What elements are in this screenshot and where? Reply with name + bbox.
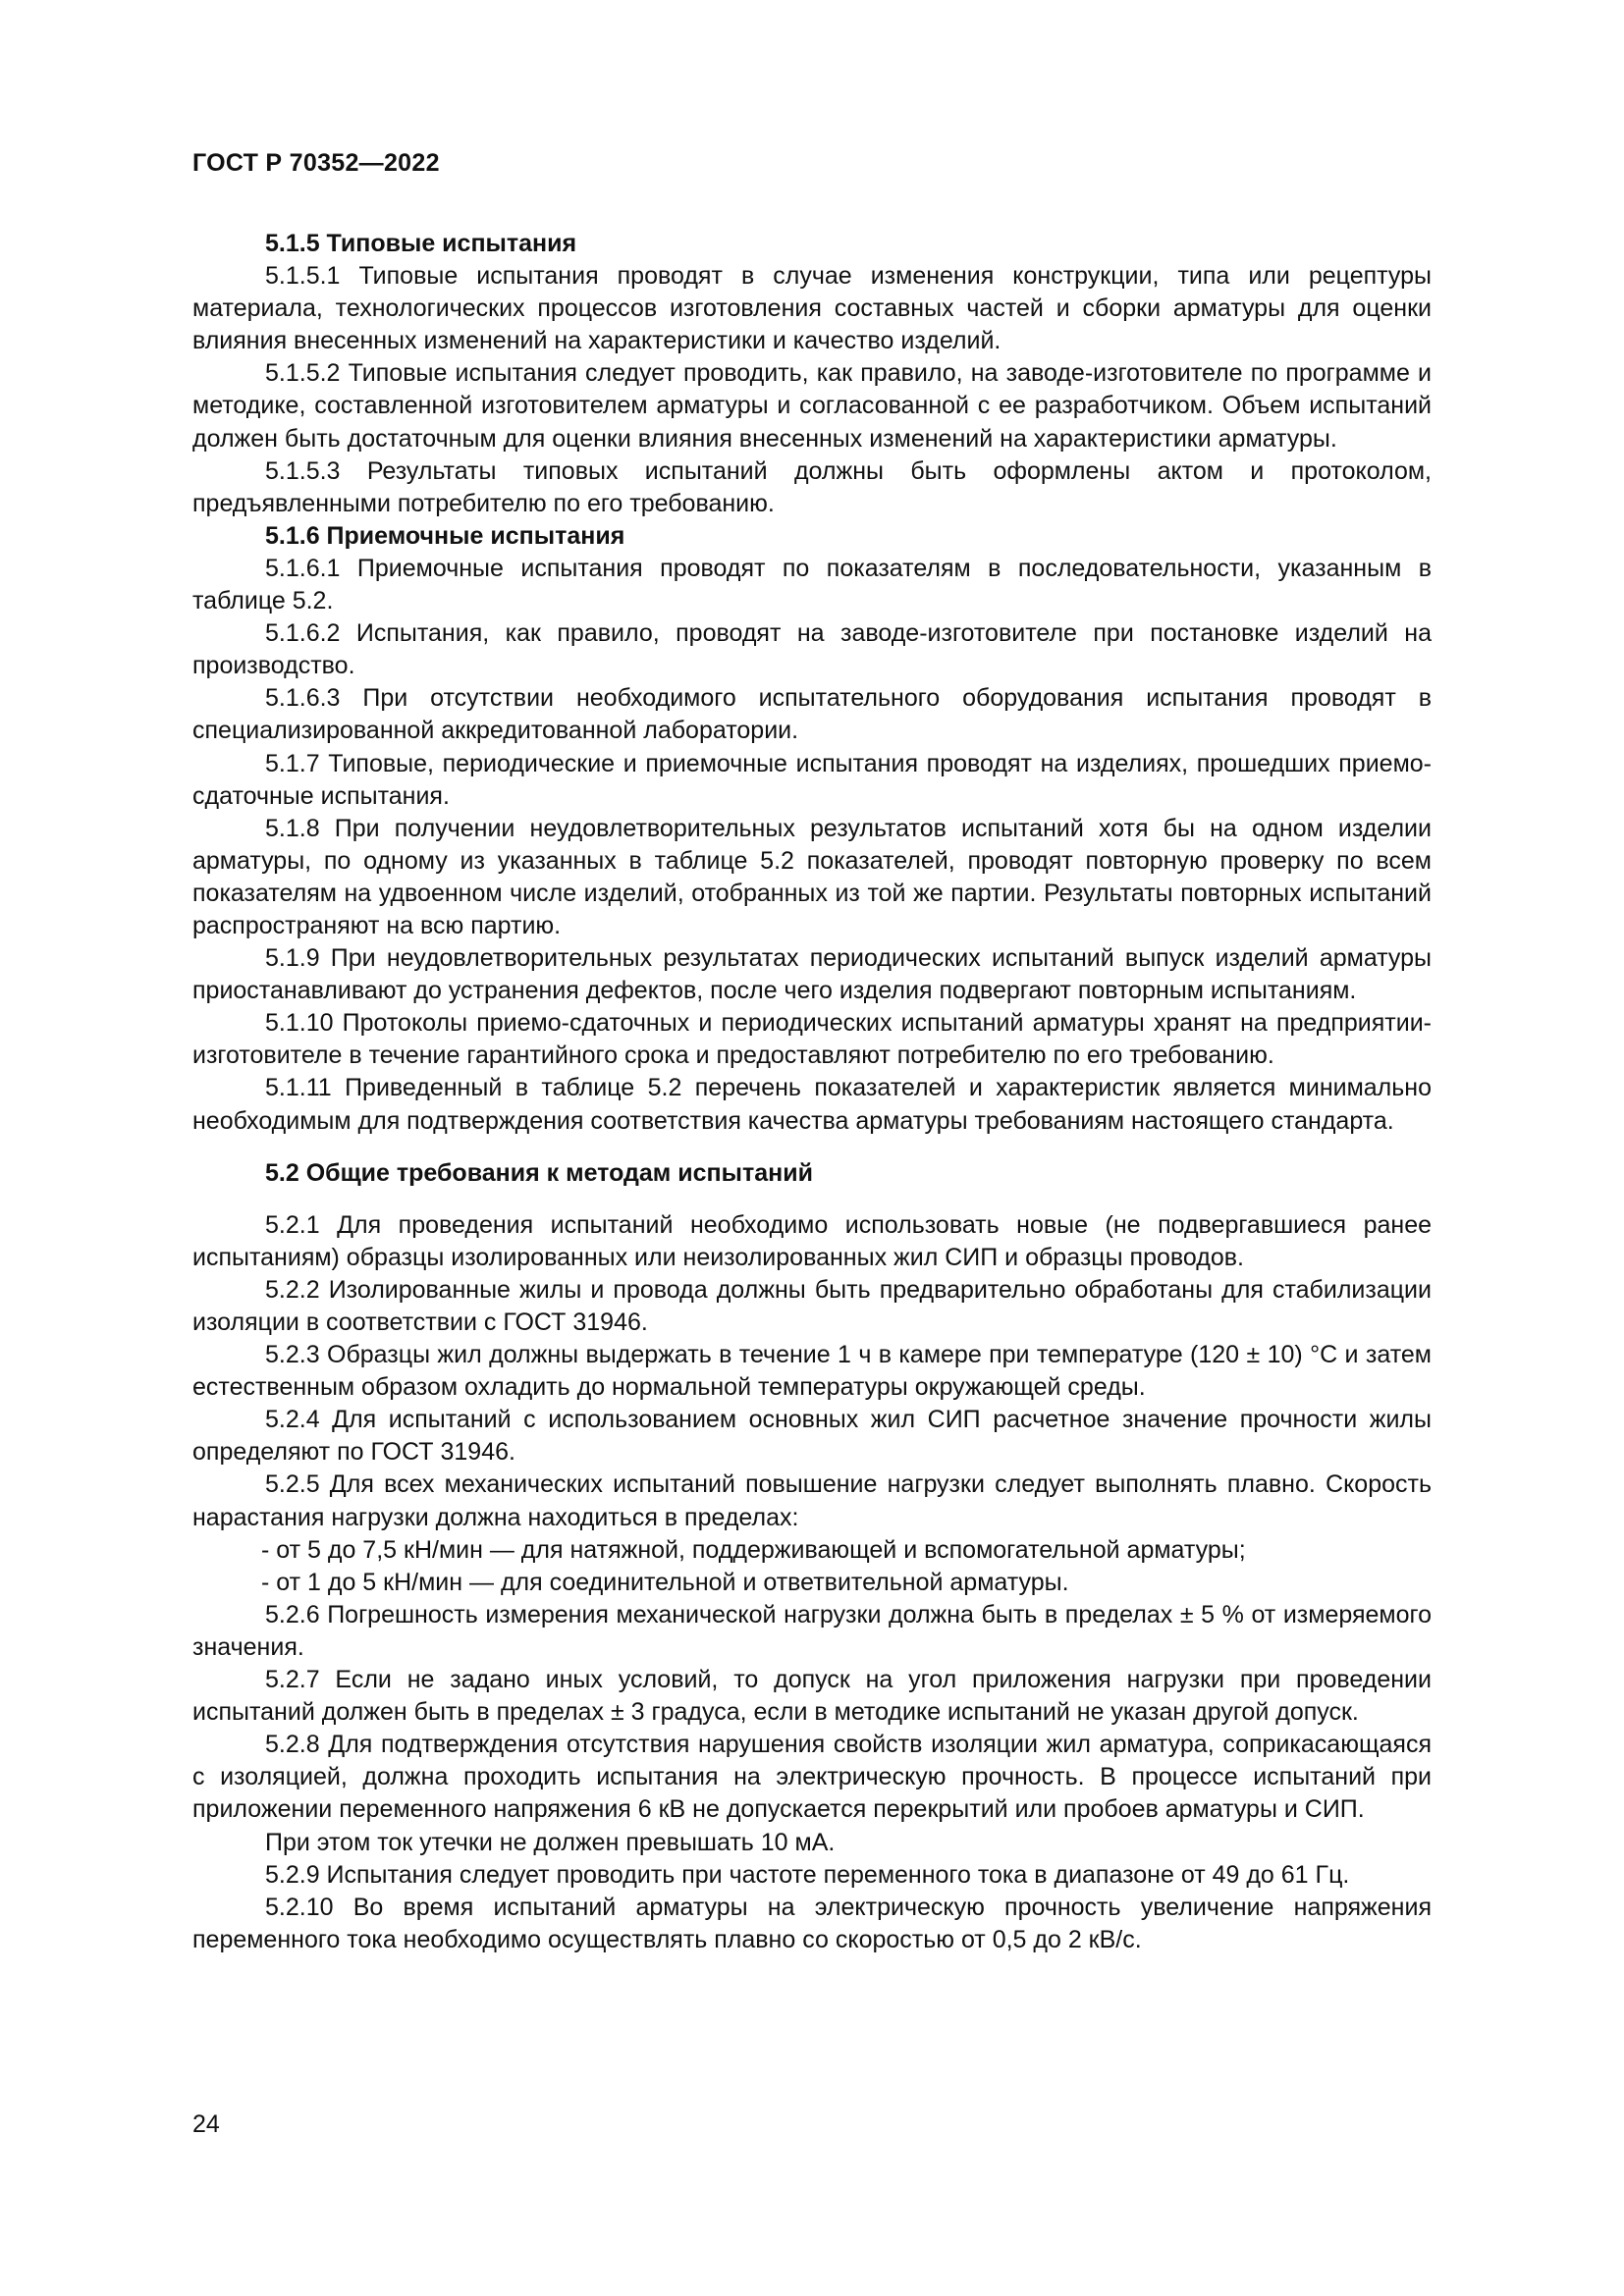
paragraph-5-2-3: 5.2.3 Образцы жил должны выдержать в течение 1 ч в камере при температуре (120 ± 10) °С и затем естественным образом охладить до нормальной температуры окружающей среды. <box>192 1341 1432 1402</box>
paragraph-5-2-10: 5.2.10 Во время испытаний арматуры на электрическую прочность увеличение напряжения переменного тока необходимо осуществлять плавно со скоростью от 0,5 до 2 кВ/с. <box>192 1893 1432 1953</box>
paragraph-5-1-6-2: 5.1.6.2 Испытания, как правило, проводят на заводе-изготовителе при постановке изделий на производство. <box>192 619 1432 680</box>
paragraph-5-2-5: 5.2.5 Для всех механических испытаний повышение нагрузки следует выполнять плавно. Скорость нарастания нагрузки должна находиться в пределах: <box>192 1470 1432 1531</box>
paragraph-5-1-7: 5.1.7 Типовые, периодические и приемочные испытания проводят на изделиях, прошедших приемо-сдаточные испытания. <box>192 749 1432 810</box>
paragraph-5-2-6: 5.2.6 Погрешность измерения механической нагрузки должна быть в пределах ± 5 % от измеряемого значения. <box>192 1600 1432 1661</box>
document-body <box>192 228 1432 1956</box>
paragraph-5-2-1: 5.2.1 Для проведения испытаний необходимо использовать новые (не подвергавшиеся ранее испытаниям) образцы изолированных или неизолированных жил СИП и образцы проводов. <box>192 1210 1432 1271</box>
list-item-dash: - от 5 до 7,5 кН/мин — для натяжной, поддерживающей и вспомогательной арматуры; <box>261 1535 1246 1564</box>
paragraph-leakage-current: При этом ток утечки не должен превышать 10 мА. <box>265 1828 836 1856</box>
section-heading-5-1-5: 5.1.5 Типовые испытания <box>265 230 577 257</box>
paragraph-5-2-8: 5.2.8 Для подтверждения отсутствия нарушения свойств изоляции жил арматура, соприкасающаяся с изоляцией, должна проходить испытания на электрическую прочность. В процессе испытаний при приложении переменного напряжения 6 кВ не допускается перекрытий или пробоев арматуры и СИП. <box>192 1731 1432 1824</box>
paragraph-5-2-2: 5.2.2 Изолированные жилы и провода должны быть предварительно обработаны для стабилизации изоляции в соответствии с ГОСТ 31946. <box>192 1275 1432 1336</box>
paragraph-5-1-10: 5.1.10 Протоколы приемо-сдаточных и периодических испытаний арматуры хранят на предприятии-изготовителе в течение гарантийного срока и предоставляют потребителю по его требованию. <box>192 1009 1432 1070</box>
page-number: 24 <box>192 2110 220 2138</box>
paragraph-5-2-9: 5.2.9 Испытания следует проводить при частоте переменного тока в диапазоне от 49 до 61 Гц. <box>265 1860 1350 1889</box>
paragraph-5-1-6-3: 5.1.6.3 При отсутствии необходимого испытательного оборудования испытания проводят в специализированной аккредитованной лаборатории. <box>192 684 1432 745</box>
paragraph-5-2-4: 5.2.4 Для испытаний с использованием основных жил СИП расчетное значение прочности жилы определяют по ГОСТ 31946. <box>192 1406 1432 1467</box>
paragraph-5-1-8: 5.1.8 При получении неудовлетворительных результатов испытаний хотя бы на одном изделии арматуры, по одному из указанных в таблице 5.2 показателей, проводят повторную проверку по всем показателям на удвоенном числе изделий, отобранных из той же партии. Результаты повторных испытаний распространяют на всю партию. <box>192 814 1432 939</box>
paragraph-5-1-9: 5.1.9 При неудовлетворительных результатах периодических испытаний выпуск изделий арматуры приостанавливают до устранения дефектов, после чего изделия подвергают повторным испытаниям. <box>192 944 1432 1005</box>
paragraph-5-1-11: 5.1.11 Приведенный в таблице 5.2 перечень показателей и характеристик является минимально необходимым для подтверждения соответствия качества арматуры требованиям настоящего стандарта. <box>192 1074 1432 1135</box>
paragraph-5-1-5-2: 5.1.5.2 Типовые испытания следует проводить, как правило, на заводе-изготовителе по программе и методике, составленной изготовителем арматуры и согласованной с ее разработчиком. Объем испытаний должен быть достаточным для оценки влияния внесенных изменений на характеристики арматуры. <box>192 359 1432 453</box>
section-heading-5-2: 5.2 Общие требования к методам испытаний <box>265 1158 813 1187</box>
document-code-header: ГОСТ Р 70352—2022 <box>192 149 440 177</box>
paragraph-5-2-7: 5.2.7 Если не задано иных условий, то допуск на угол приложения нагрузки при проведении испытаний должен быть в пределах ± 3 градуса, если в методике испытаний не указан другой допуск. <box>192 1666 1432 1727</box>
section-heading-5-1-6: 5.1.6 Приемочные испытания <box>265 521 625 550</box>
list-item-dash: - от 1 до 5 кН/мин — для соединительной и ответвительной арматуры. <box>261 1568 1069 1596</box>
paragraph-5-1-6-1: 5.1.6.1 Приемочные испытания проводят по показателям в последовательности, указанным в таблице 5.2. <box>192 554 1432 615</box>
paragraph-5-1-5-1: 5.1.5.1 Типовые испытания проводят в случае изменения конструкции, типа или рецептуры материала, технологических процессов изготовления составных частей и сборки арматуры для оценки влияния внесенных изменений на характеристики и качество изделий. <box>192 262 1432 355</box>
paragraph-5-1-5-3: 5.1.5.3 Результаты типовых испытаний должны быть оформлены актом и протоколом, предъявленными потребителю по его требованию. <box>192 456 1432 517</box>
